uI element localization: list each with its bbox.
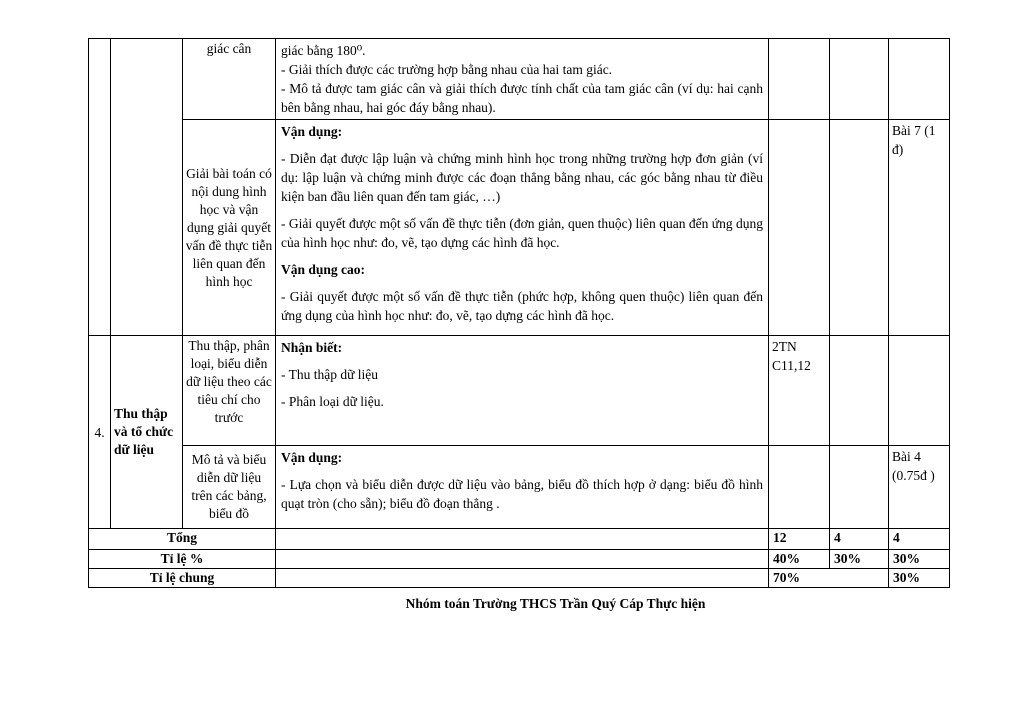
requirement-line: - Giải thích được các trường hợp bằng nhau của hai tam giác. <box>281 62 613 77</box>
cell-th-empty <box>830 446 889 529</box>
cell-tn-c11-12: 2TN C11,12 <box>769 336 830 446</box>
cell-content-empty <box>276 569 769 588</box>
cell-requirements-apply <box>276 120 769 336</box>
percent-common-label: Tỉ lệ chung <box>89 569 276 588</box>
level-heading-nhan-biet: Nhận biết: <box>281 340 343 355</box>
row-total <box>89 529 950 550</box>
row-percent <box>89 550 950 569</box>
requirement-line: giác bằng 180⁰. <box>281 43 366 58</box>
requirement-line: - Giải quyết được một số vấn đề thực tiễn (đơn giản, quen thuộc) liên quan đến ứng dụng của hình học như: đo, vẽ, tạo dựng các hình đã học. <box>281 216 763 250</box>
topic-text: giác cân <box>206 41 252 56</box>
percent-common-value-3: 30% <box>889 569 950 588</box>
level-heading-van-dung-cao: Vận dụng cao: <box>281 262 366 277</box>
cell-index-4: 4. <box>89 336 111 529</box>
requirement-line: - Phân loại dữ liệu. <box>281 394 384 409</box>
percent-value-1: 40% <box>769 550 830 569</box>
requirement-line: - Lựa chọn và biểu diễn được dữ liệu vào bảng, biểu đồ thích hợp ở dạng: biểu đồ hình quạt tròn (cho sẵn); biểu đồ đoạn thẳng . <box>281 477 763 511</box>
footer-credit: Nhóm toán Trường THCS Trần Quý Cáp Thực hiện <box>405 596 706 611</box>
level-heading-van-dung: Vận dụng: <box>281 124 343 139</box>
row-data-represent <box>89 446 950 529</box>
cell-nb-empty <box>769 39 830 120</box>
cell-requirements-nhan-biet <box>276 336 769 446</box>
row-data-collect <box>89 336 950 446</box>
cell-skill-mo-ta: Mô tả và biểu diễn dữ liệu trên các bảng, biểu đồ <box>183 446 276 529</box>
cell-category-thu-thap: Thu thập và tổ chức dữ liệu <box>111 336 183 529</box>
row-geometry-apply <box>89 120 950 336</box>
cell-th-empty <box>830 120 889 336</box>
level-heading-van-dung: Vận dụng: <box>281 450 343 465</box>
cell-th-empty <box>830 39 889 120</box>
cell-topic-giac-can <box>183 39 276 120</box>
percent-value-3: 30% <box>889 550 950 569</box>
cell-question-bai7: Bài 7 (1 đ) <box>889 120 950 336</box>
cell-skill-geometry: Giải bài toán có nội dung hình học và vận dụng giải quyết vấn đề thực tiễn liên quan đến hình học <box>183 120 276 336</box>
total-label: Tổng <box>89 529 276 550</box>
cell-content-empty <box>276 529 769 550</box>
requirement-line: - Giải quyết được một số vấn đề thực tiễn (phức hợp, không quen thuộc) liên quan đến ứng dụng của hình học như: đo, vẽ, tạo dựng các hình đã học. <box>281 289 763 323</box>
cell-vd-empty <box>889 336 950 446</box>
row-percent-common <box>89 569 950 588</box>
total-value-3: 4 <box>889 529 950 550</box>
cell-content-empty <box>276 550 769 569</box>
cell-requirements-triangle <box>276 39 769 120</box>
cell-category-empty <box>111 39 183 336</box>
percent-value-2: 30% <box>830 550 889 569</box>
requirement-line: - Thu thập dữ liệu <box>281 367 379 382</box>
cell-index-empty <box>89 39 111 336</box>
cell-question-bai4: Bài 4 (0.75đ ) <box>889 446 950 529</box>
row-triangle-topic <box>89 39 950 120</box>
cell-nb-empty <box>769 120 830 336</box>
assessment-matrix-table <box>88 38 950 588</box>
requirement-line: - Mô tả được tam giác cân và giải thích được tính chất của tam giác cân (ví dụ: hai cạnh bên bằng nhau, hai góc đáy bằng nhau). <box>281 81 763 115</box>
cell-vd-empty <box>889 39 950 120</box>
percent-common-value-12: 70% <box>769 569 889 588</box>
cell-skill-thu-thap: Thu thập, phân loại, biểu diễn dữ liệu theo các tiêu chí cho trước <box>183 336 276 446</box>
cell-requirements-bieu-dien <box>276 446 769 529</box>
cell-nb-empty <box>769 446 830 529</box>
percent-label: Tỉ lệ % <box>89 550 276 569</box>
requirement-line: - Diễn đạt được lập luận và chứng minh hình học trong những trường hợp đơn giản (ví dụ: lập luận và chứng minh được các đoạn thẳng bằng nhau, các góc bằng nhau từ điều kiện ban đầu liên quan đến tam giác, …) <box>281 151 763 204</box>
cell-th-empty <box>830 336 889 446</box>
total-value-1: 12 <box>769 529 830 550</box>
total-value-2: 4 <box>830 529 889 550</box>
